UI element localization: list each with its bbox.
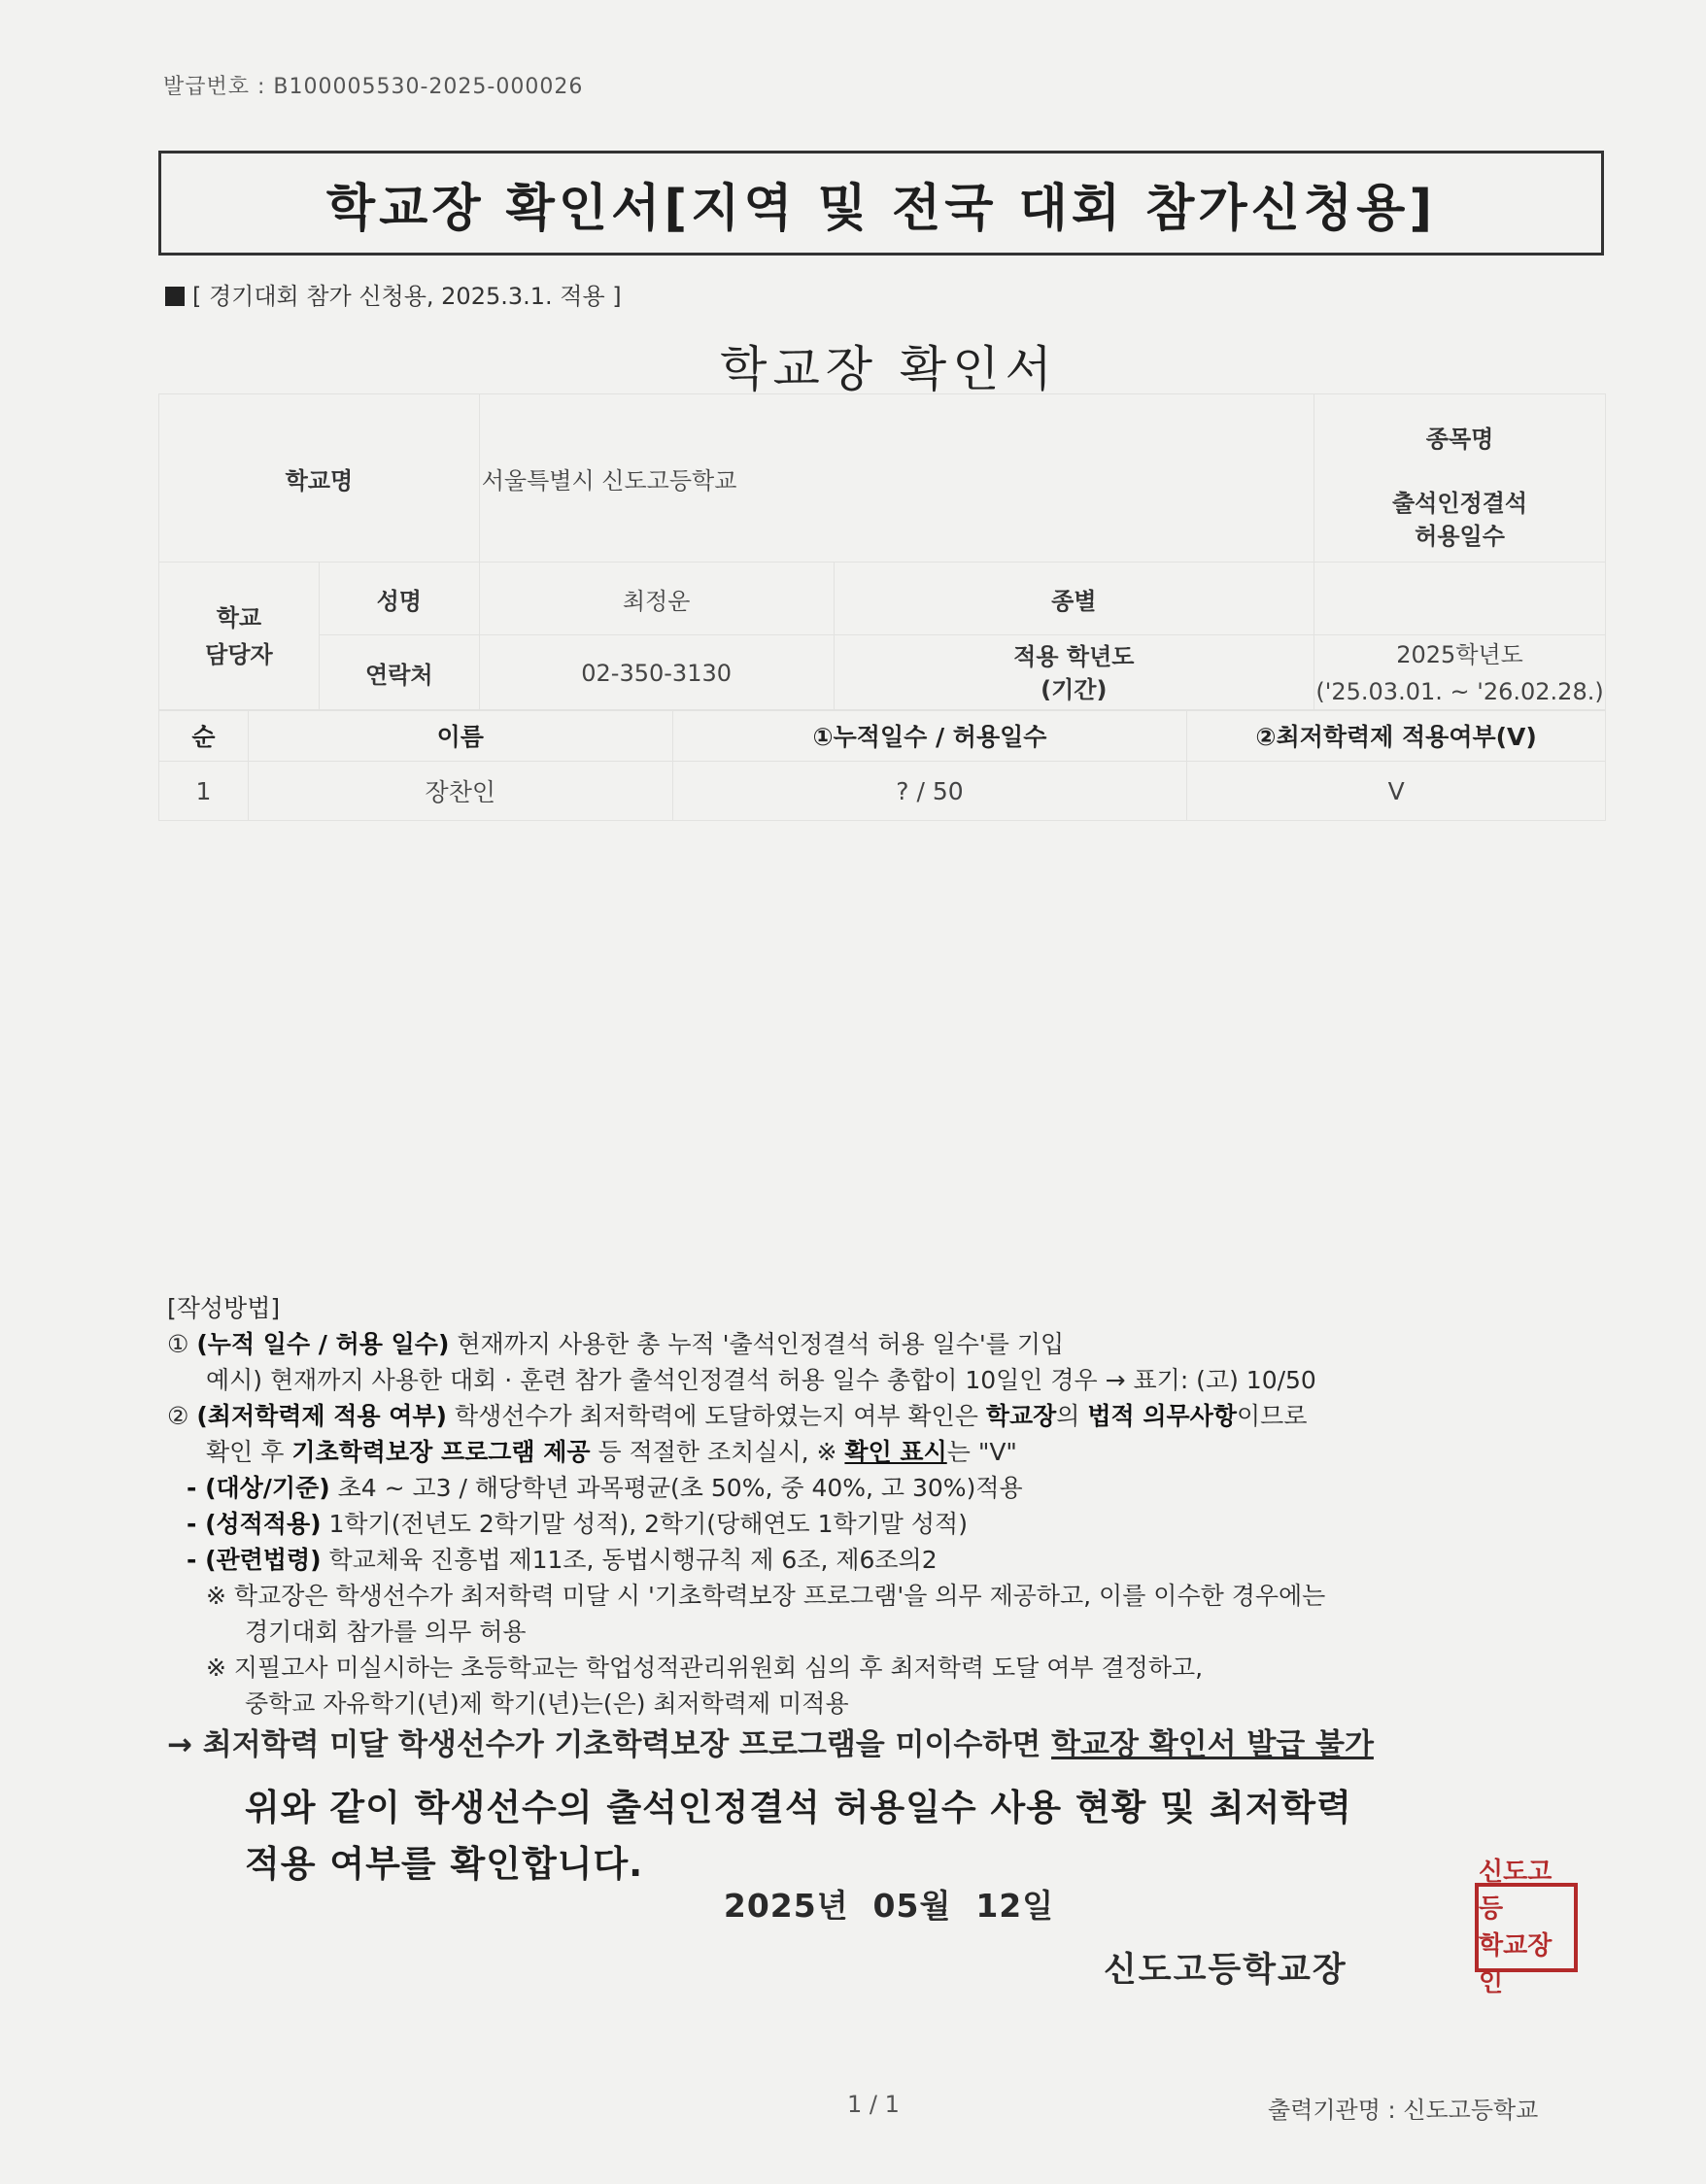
confirmation-statement xyxy=(245,1780,1352,1893)
official-seal-stamp xyxy=(1475,1858,1578,1997)
bullet-square-icon xyxy=(165,287,185,306)
instruction-line-2: 예시) 현재까지 사용한 대회 · 훈련 참가 출석인정결석 허용 일수 총합이 10일인 경우 → 표기: (고) 10/50 xyxy=(206,1366,1316,1394)
principal-signature: 신도고등학교장 xyxy=(1104,1951,1348,1990)
document-main-title: 학교장 확인서[지역 및 전국 대회 참가신청용] xyxy=(158,151,1604,256)
student-no: 1 xyxy=(159,762,249,821)
confirmation-line-1: 위와 같이 학생선수의 출석인정결석 허용일수 사용 현황 및 최저학력 xyxy=(245,1787,1352,1828)
student-check: V xyxy=(1187,762,1606,821)
instruction-line-10: ※ 지필고사 미실시하는 초등학교는 학업성적관리위원회 심의 후 최저학력 도달 여부 결정하고, xyxy=(206,1654,1204,1682)
subtitle-text: [ 경기대회 참가 신청용, 2025.3.1. 적용 ] xyxy=(192,283,622,310)
instruction-line-6: - (성적적용) 1학기(전년도 2학기말 성적), 2학기(당해연도 1학기말 성적) xyxy=(187,1510,968,1538)
table-row xyxy=(159,762,1606,821)
issue-date: 2025년 05월 12일 xyxy=(723,1887,1055,1925)
school-name-label: 학교명 xyxy=(159,394,480,563)
student-list-header xyxy=(159,710,1606,762)
school-info-table xyxy=(158,393,1606,711)
type-value xyxy=(1314,563,1606,635)
instruction-line-7: - (관련법령) 학교체육 진흥법 제11조, 동법시행규칙 제 6조, 제6조의2 xyxy=(187,1546,938,1574)
student-list-table xyxy=(158,709,1606,821)
contact-name-value: 최정운 xyxy=(479,563,834,635)
subtitle xyxy=(165,277,622,311)
instruction-line-11: 중학교 자유학기(년)제 학기(년)는(은) 최저학력제 미적용 xyxy=(245,1689,849,1718)
instruction-line-8: ※ 학교장은 학생선수가 최저학력 미달 시 '기초학력보장 프로그램'을 의무 제공하고, 이를 이수한 경우에는 xyxy=(206,1582,1326,1610)
header-no: 순 xyxy=(159,710,249,762)
header-days: ①누적일수 / 허용일수 xyxy=(672,710,1187,762)
sport-cells xyxy=(1314,394,1606,563)
contact-phone-label: 연락처 xyxy=(319,635,479,711)
confirmation-line-2: 적용 여부를 확인합니다. xyxy=(245,1843,644,1885)
school-year-value: 2025학년도 ('25.03.01. ~ '26.02.28.) xyxy=(1314,635,1606,711)
instruction-line-1: ① (누적 일수 / 허용 일수) 현재까지 사용한 총 누적 '출석인정결석 허용 일수'를 기입 xyxy=(167,1330,1065,1358)
instruction-line-9: 경기대회 참가를 의무 허용 xyxy=(245,1618,527,1646)
printing-institution: 출력기관명 : 신도고등학교 xyxy=(1268,2097,1539,2124)
contact-phone-value: 02-350-3130 xyxy=(479,635,834,711)
instruction-line-5: - (대상/기준) 초4 ~ 고3 / 해당학년 과목평균(초 50%, 중 40%, 고 30%)적용 xyxy=(187,1474,1023,1502)
student-name: 장찬인 xyxy=(248,762,672,821)
header-name: 이름 xyxy=(248,710,672,762)
seal-line-1: 신도고등 xyxy=(1479,1858,1552,1924)
sport-label: 종목명 xyxy=(1425,425,1494,453)
instruction-line-3: ② (최저학력제 적용 여부) 학생선수가 최저학력에 도달하였는지 여부 확인은 학교장의 법적 의무사항이므로 xyxy=(167,1402,1308,1430)
page-number: 1 / 1 xyxy=(847,2091,900,2118)
allowed-days-label: 출석인정결석 허용일수 xyxy=(1392,490,1528,550)
school-name-value: 서울특별시 신도고등학교 xyxy=(479,394,1314,563)
school-year-label: 적용 학년도 (기간) xyxy=(834,635,1314,711)
contact-name-label: 성명 xyxy=(319,563,479,635)
issue-number: 발급번호 : B100005530-2025-000026 xyxy=(163,75,584,99)
type-label: 종별 xyxy=(834,563,1314,635)
instructions xyxy=(167,1290,1374,1763)
instruction-line-12: → 최저학력 미달 학생선수가 기초학력보장 프로그램을 미이수하면 학교장 확인서 발급 불가 xyxy=(167,1727,1374,1762)
staff-label: 학교 담당자 xyxy=(159,563,320,711)
seal-line-2: 학교장인 xyxy=(1479,1931,1552,1997)
document-title: 학교장 확인서 xyxy=(720,341,1058,397)
instruction-line-4: 확인 후 기초학력보장 프로그램 제공 등 적절한 조치실시, ※ 확인 표시는 "V" xyxy=(206,1438,1017,1466)
student-days: ? / 50 xyxy=(672,762,1187,821)
instructions-heading: [작성방법] xyxy=(167,1294,281,1322)
header-check: ②최저학력제 적용여부(V) xyxy=(1187,710,1606,762)
